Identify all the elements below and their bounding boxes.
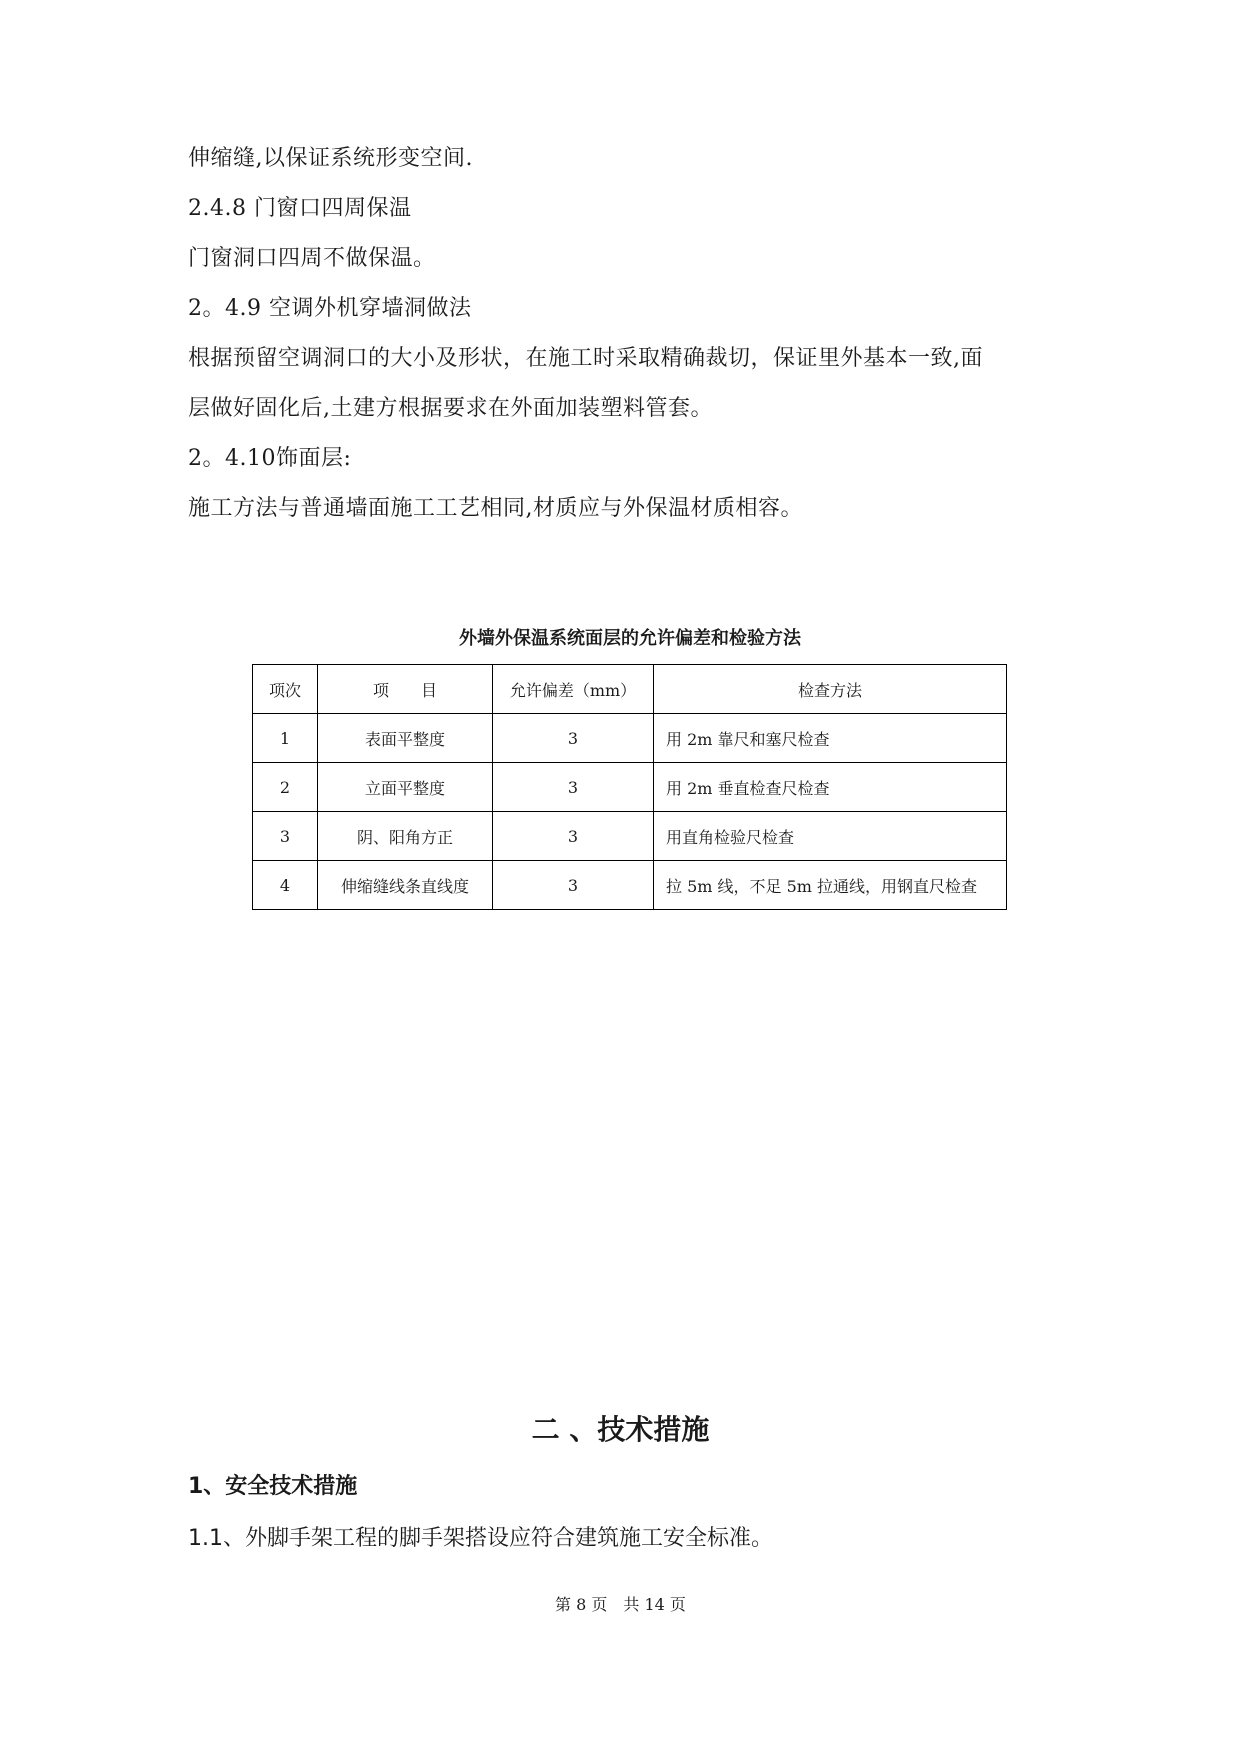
paragraph-door-window: 门窗洞口四周不做保温。 [188,246,436,271]
cell-item-no: 2 [253,763,318,812]
heading-2-4-8: 2.4.8 门窗口四周保温 [188,196,412,221]
cell-method: 用直角检验尺检查 [654,812,1007,861]
tolerance-table [252,664,1007,910]
section-heading: 二 、技术措施 [531,1413,710,1446]
table-row [253,861,1007,910]
cell-item: 伸缩缝线条直线度 [318,861,493,910]
paragraph-ac-line2: 层做好固化后,土建方根据要求在外面加装塑料管套。 [188,396,713,421]
heading-2-4-9: 2。4.9 空调外机穿墙洞做法 [188,296,472,321]
table-title: 外墙外保温系统面层的允许偏差和检验方法 [459,628,801,649]
cell-item-no: 4 [253,861,318,910]
header-item: 项 目 [318,665,493,714]
table-row [253,812,1007,861]
cell-tolerance: 3 [493,763,654,812]
section-body: 1.1、外脚手架工程的脚手架搭设应符合建筑施工安全标准。 [188,1526,773,1551]
header-item-no: 项次 [253,665,318,714]
cell-item: 立面平整度 [318,763,493,812]
heading-2-4-10: 2。4.10饰面层: [188,446,352,471]
page-footer: 第 8 页 共 14 页 [555,1595,686,1614]
subsection-heading: 1、安全技术措施 [188,1474,358,1499]
paragraph-finish-layer: 施工方法与普通墙面施工工艺相同,材质应与外保温材质相容。 [188,496,803,521]
paragraph-expansion-joint: 伸缩缝,以保证系统形变空间. [188,146,473,171]
cell-tolerance: 3 [493,812,654,861]
table-row [253,714,1007,763]
cell-method: 用 2m 垂直检查尺检查 [654,763,1007,812]
table-header-row [253,665,1007,714]
paragraph-ac-line1: 根据预留空调洞口的大小及形状，在施工时采取精确裁切，保证里外基本一致,面 [188,346,983,371]
cell-item-no: 1 [253,714,318,763]
cell-method: 拉 5m 线，不足 5m 拉通线，用钢直尺检查 [654,861,1007,910]
cell-item-no: 3 [253,812,318,861]
cell-method: 用 2m 靠尺和塞尺检查 [654,714,1007,763]
cell-tolerance: 3 [493,714,654,763]
cell-tolerance: 3 [493,861,654,910]
table-row [253,763,1007,812]
header-method: 检查方法 [654,665,1007,714]
header-tolerance: 允许偏差（mm） [493,665,654,714]
cell-item: 阴、阳角方正 [318,812,493,861]
cell-item: 表面平整度 [318,714,493,763]
